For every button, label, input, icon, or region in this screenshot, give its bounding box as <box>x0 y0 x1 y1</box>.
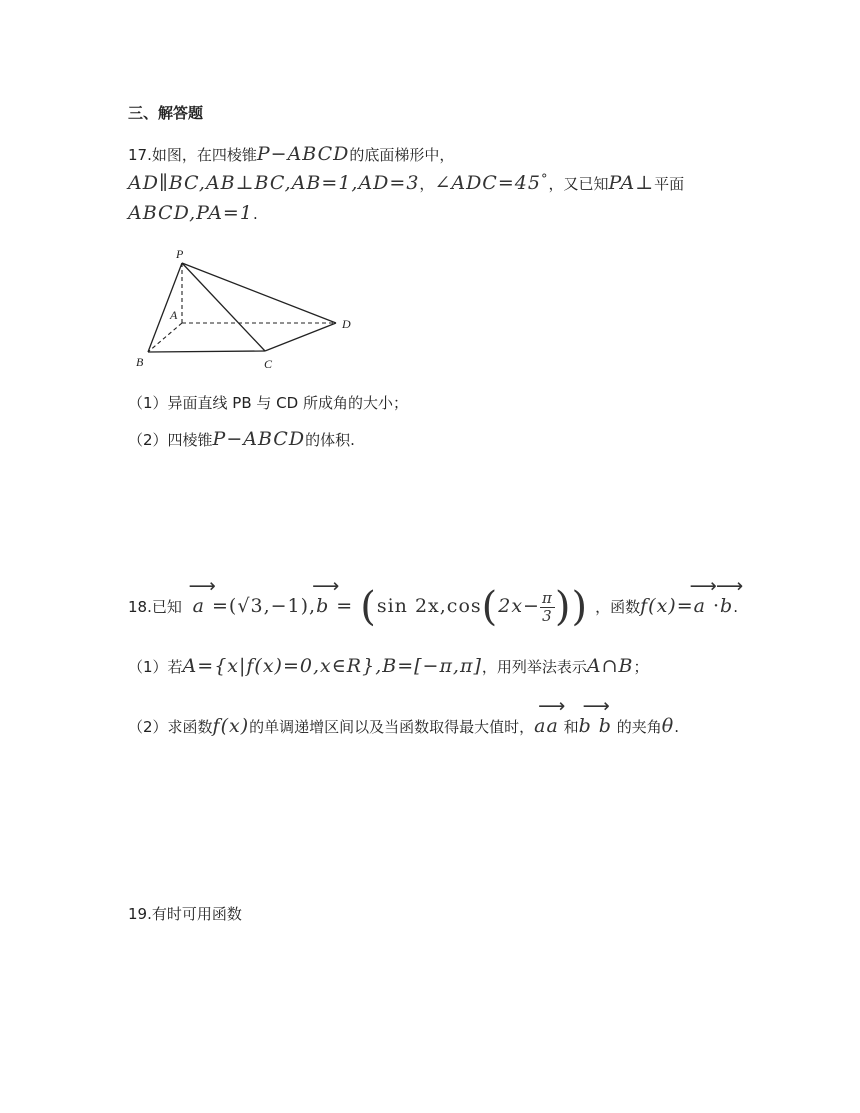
q18-eq2: = <box>336 595 354 617</box>
q17-plane: 平面 <box>654 175 685 193</box>
pi-over-3-fraction: $\frac{\pi}{3}$ <box>541 588 553 625</box>
q18-part2-and: 和 <box>563 718 579 736</box>
q17-plane-name: ABCD,PA=1 <box>128 202 253 224</box>
q17-period: . <box>252 205 258 223</box>
edge-pd <box>182 263 336 323</box>
q17-part2-suffix: 的体积. <box>305 431 355 449</box>
vector-a: ⟶ a <box>193 586 205 626</box>
q17-line1 <box>128 143 454 165</box>
q17-line2 <box>128 172 684 194</box>
q18-part2 <box>128 695 679 737</box>
q17-pyramid: P−ABCD <box>256 143 350 165</box>
q17-number: 17. <box>128 146 152 164</box>
q18-part2-prefix: （2）求函数 <box>128 718 213 736</box>
edge-pc <box>182 263 265 351</box>
arrow-icon: ⟶ <box>689 575 718 597</box>
pyramid-figure <box>128 245 368 375</box>
q18-end: . <box>733 598 738 616</box>
q17-line3 <box>128 202 258 224</box>
q18-part2-mid: 的单调递增区间以及当函数取得最大值时， <box>249 718 535 736</box>
left-paren: ( <box>360 584 377 630</box>
q17-lead-tail: 的底面梯形中， <box>349 146 455 164</box>
q17-part2 <box>128 428 355 450</box>
q18-part2-fx: f(x) <box>212 715 250 737</box>
q18-part2-mid2: 的夹角 <box>616 718 662 736</box>
q18-comma: ，函数 <box>595 598 641 616</box>
label-a: A <box>170 308 178 322</box>
q18-part1-prefix: （1）若 <box>128 658 183 676</box>
vector-bb: ⟶ b b <box>578 695 612 737</box>
q17-sep: ， <box>419 175 435 193</box>
section-title: 三、解答题 <box>128 104 204 122</box>
q17-part1: （1）异面直线 PB 与 CD 所成角的大小； <box>128 394 408 412</box>
arrow-icon: ⟶ <box>582 695 611 717</box>
vector-aa: ⟶ aa <box>534 695 567 737</box>
q18-sqrt: √3 <box>237 595 264 617</box>
q18-sin: sin 2x,cos <box>376 595 482 617</box>
q17-part2-prefix: （2）四棱锥 <box>128 431 213 449</box>
arrow-icon: ⟶ <box>188 575 217 597</box>
label-b: B <box>136 355 144 369</box>
q17-conditions: AD∥BC,AB⊥BC,AB=1,AD=3 <box>128 172 420 194</box>
arrow-icon: ⟶ <box>538 695 567 717</box>
vector-b: ⟶ b <box>316 586 329 626</box>
label-p: P <box>176 247 184 261</box>
edge-bc <box>148 351 265 352</box>
label-c: C <box>264 357 273 371</box>
q17-also: ，又已知 <box>548 175 609 193</box>
edge-cd <box>265 323 336 351</box>
q17-degree: ° <box>540 172 549 187</box>
q18-inner: 2x− <box>498 595 540 617</box>
q18-eq1: =( <box>212 595 238 617</box>
left-paren-inner: ( <box>481 584 499 630</box>
vector-a2: ⟶ a <box>694 586 706 626</box>
q17-angle: ∠ADC=45 <box>434 172 541 194</box>
arrow-icon: ⟶ <box>716 575 745 597</box>
q18-part2-end: . <box>674 718 679 736</box>
q17-pa-perp: PA⊥ <box>608 172 655 194</box>
q18-part1-mid: ，用列举法表示 <box>481 658 587 676</box>
q19-line1: 19.有时可用函数 <box>128 905 242 923</box>
q18-part1-math2: A∩B <box>586 655 634 677</box>
q18-part1-math: A={x|f(x)=0,x∈R},B=[−π,π] <box>182 655 482 677</box>
q18-part2-theta: θ <box>661 715 675 737</box>
q17-part2-math: P−ABCD <box>212 428 306 450</box>
arrow-icon: ⟶ <box>312 575 341 597</box>
q18-part1 <box>128 655 649 677</box>
vector-b2: ⟶ b <box>720 586 733 626</box>
q18-part1-end: ； <box>633 658 649 676</box>
right-paren: ) <box>571 584 589 630</box>
q18-number: 18.已知 <box>128 598 182 616</box>
q17-lead: 如图，在四棱锥 <box>151 146 257 164</box>
label-d: D <box>342 317 351 331</box>
q18-eq1b: ,−1), <box>263 595 317 617</box>
right-paren-inner: ) <box>554 584 572 630</box>
q18-line1 <box>128 575 745 630</box>
q18-fdef: f(x)= ⟶ a · ⟶ b <box>640 595 733 617</box>
